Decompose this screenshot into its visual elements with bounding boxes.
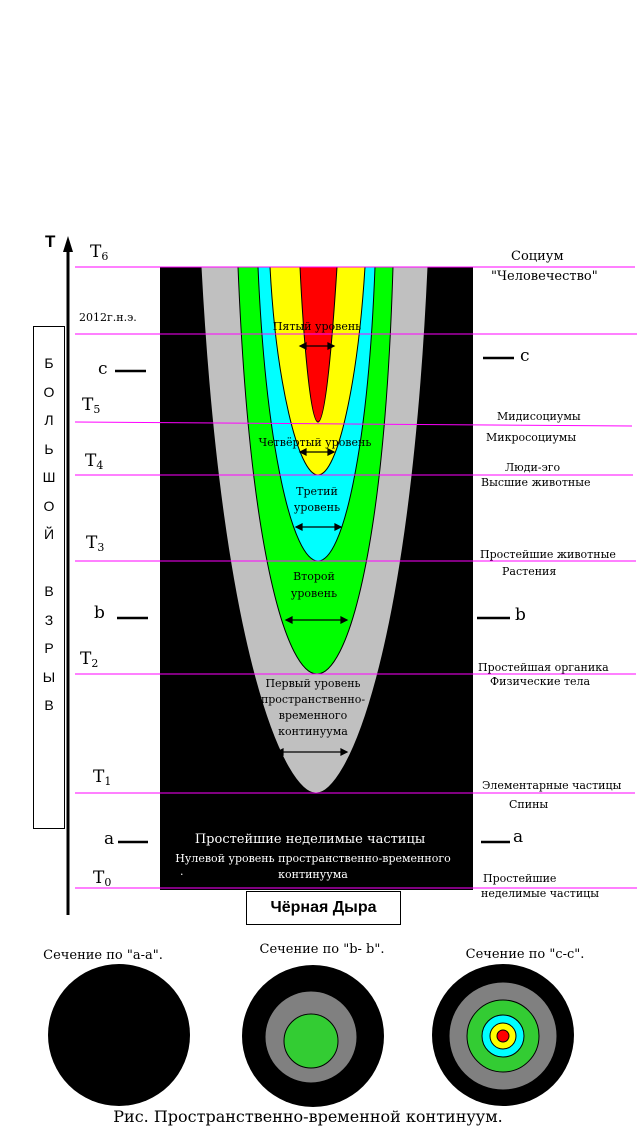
big-bang-letter: Й [43,526,55,542]
label-humanity: "Человечество" [491,269,598,284]
time-marker-t5: $T_5$ [82,395,101,416]
label-microsociums: Микросоциумы [486,431,577,444]
time-marker-t4: $T_4$ [85,451,104,472]
level-1-label-line2: пространственно- [260,693,366,706]
figure-caption: Рис. Пространственно-временной континуум. [113,1107,503,1126]
big-bang-letter: Б [44,355,54,371]
label-plants: Растения [502,565,557,578]
section-aa-circle [48,964,190,1106]
level-1-label-line1: Первый уровень [265,677,361,690]
level-3-label-line2: уровень [293,501,341,514]
level-1-label-line4: континуума [278,725,348,738]
time-marker-t2: $T_2$ [80,649,99,670]
label-elementary-particles: Элементарные частицы [482,779,622,792]
section-letter-b-left: b [94,603,105,623]
level-3-label-line1: Третий [296,485,338,498]
big-bang-letter: В [44,583,54,599]
label-simple-particles-1: Простейшие [483,872,557,885]
base-title: Простейшие неделимые частицы [194,832,426,847]
section-letter-a-right: a [513,827,524,847]
label-simple-organic: Простейшая органика [478,661,609,674]
big-bang-letter: Ь [44,440,54,457]
label-socium: Социум [511,249,564,264]
big-bang-letter: Ы [42,668,56,685]
label-simple-animals: Простейшие животные [480,548,616,561]
big-bang-box [33,326,65,829]
label-simple-particles-2: неделимые частицы [481,887,599,900]
section-bb-title: Сечение по "b- b". [259,942,385,957]
section-letter-b-right: b [515,605,526,625]
label-people-ego: Люди-эго [505,461,561,474]
section-bb-green [284,1014,338,1068]
time-marker-t1: $T_1$ [93,767,112,788]
black-hole-label: Чёрная Дыра [270,899,377,916]
time-marker-t0: $T_0$ [93,868,112,889]
section-cc-red [497,1030,509,1042]
big-bang-letter: В [44,697,54,713]
section-letter-c-left: c [98,359,108,379]
year-label: 2012г.н.э. [79,311,137,324]
label-higher-animals: Высшие животные [481,476,591,489]
label-spins: Спины [509,798,549,811]
label-physical-bodies: Физические тела [490,675,591,688]
base-line1: Нулевой уровень пространственно-временного [175,852,451,865]
big-bang-letter: О [43,497,55,514]
base-line2: континуума [278,868,348,881]
level-1-label-line3: временного [278,709,348,722]
level-2-label-line1: Второй [293,570,335,583]
label-midisociums: Мидисоциумы [497,410,581,423]
big-bang-letter: Р [44,640,54,656]
level-2-label-line2: уровень [290,587,338,600]
time-marker-t3: $T_3$ [86,533,105,554]
level-5-label: Пятый уровень [272,320,362,333]
section-letter-a-left: a [104,829,115,849]
base-dot: . [180,865,184,878]
big-bang-letter: Ш [42,469,56,485]
section-letter-c-right: c [520,346,530,366]
big-bang-letter: З [44,611,54,628]
axis-label: T [45,232,56,251]
section-aa-title: Сечение по "а-а". [43,948,163,963]
level-4-label: Четвёртый уровень [258,436,372,449]
big-bang-letter: Л [44,412,54,428]
section-cc-title: Сечение по "с-с". [465,947,585,962]
black-hole-box [246,891,401,925]
time-axis-arrowhead [63,236,73,252]
time-marker-t6: $T_6$ [90,242,109,263]
big-bang-letter: О [43,383,55,400]
